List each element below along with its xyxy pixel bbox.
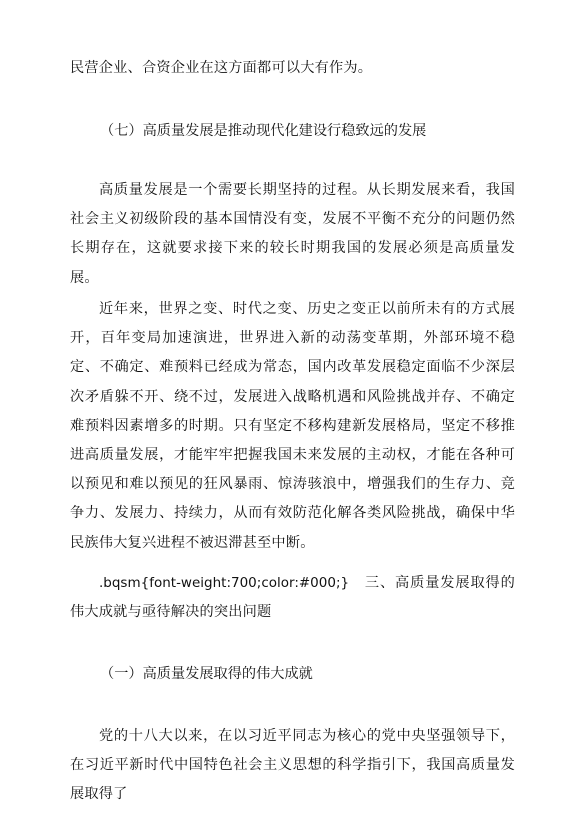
- css-leak-text: .bqsm{font-weight:700;color:#000;}: [99, 575, 350, 591]
- paragraph-continuation: 民营企业、合资企业在这方面都可以大有作为。: [70, 60, 373, 76]
- section-heading-3-text: 三、高质量发展取得的伟大成就与亟待解决的突出问题: [70, 575, 515, 621]
- subsection-heading-3-1: （一）高质量发展取得的伟大成就: [100, 666, 313, 682]
- paragraph-long-term-development: 高质量发展是一个需要长期坚持的过程。从长期发展来看，我国社会主义初级阶段的基本国情没有变，发展不平衡不充分的问题仍然长期存在，这就要求接下来的较长时期我国的发展必须是高质量发展。: [70, 182, 515, 286]
- section-heading-3: [70, 569, 515, 627]
- paragraph-since-18th-congress: 党的十八大以来，在以习近平同志为核心的党中央坚强领导下，在习近平新时代中国特色社会主义思想的科学指引下，我国高质量发展取得了: [70, 728, 515, 803]
- paragraph-recent-years: 近年来，世界之变、时代之变、历史之变正以前所未有的方式展开，百年变局加速演进，世界进入新的动荡变革期，外部环境不稳定、不确定、难预料已经成为常态，国内改革发展稳定面临不少深层次矛盾躲不开、绕不过，发展进入战略机遇和风险挑战并存、不确定难预料因素增多的时期。只有坚定不移构建新发展格局，坚定不移推进高质量发展，才能牢牢把握我国未来发展的主动权，才能在各种可以预见和难以预见的狂风暴雨、惊涛骇浪中，增强我们的生存力、竞争力、发展力、持续力，从而有效防范化解各类风险挑战，确保中华民族伟大复兴进程不被迟滞甚至中断。: [70, 301, 515, 551]
- section-heading-7: （七）高质量发展是推动现代化建设行稳致远的发展: [100, 123, 427, 139]
